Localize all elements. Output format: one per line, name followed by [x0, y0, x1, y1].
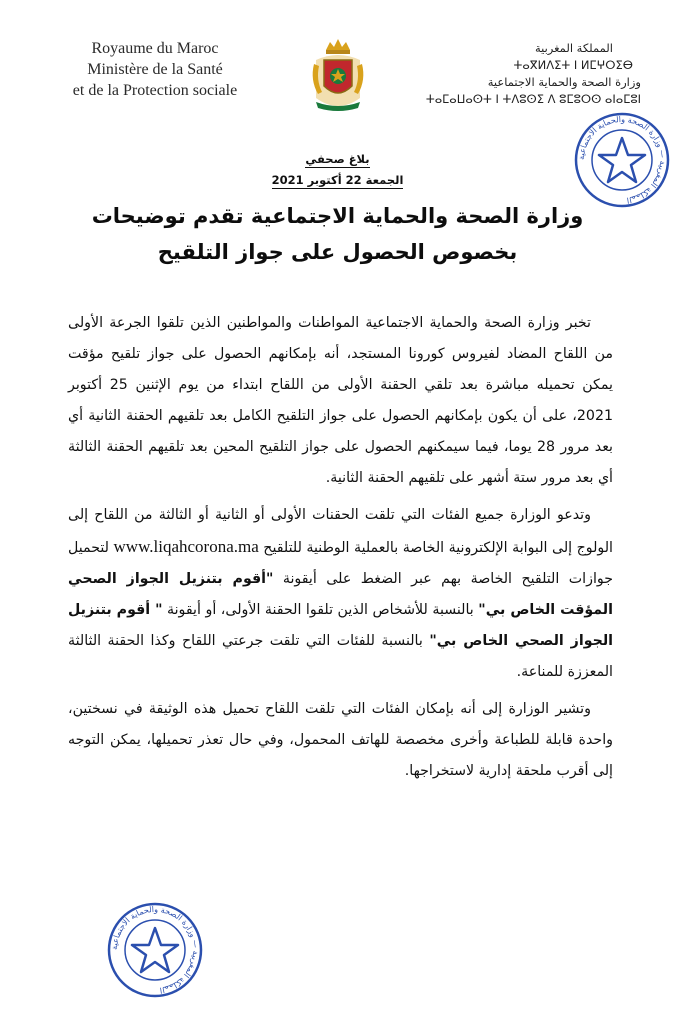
paragraph-2-download: لتحميل جوازات التلقيح الخاصة بهم عبر الضغط على أيقونة: [68, 540, 613, 587]
header-french: [20, 38, 290, 101]
press-release-label: بلاغ صحفي: [305, 152, 370, 166]
title-line-1: وزارة الصحة والحماية الاجتماعية تقدم توضيحات: [91, 204, 584, 228]
royal-crest-icon: [306, 36, 370, 116]
press-release-date: الجمعة 22 أكتوبر 2021: [271, 173, 404, 187]
header-fr-kingdom: Royaume du Maroc: [91, 40, 219, 57]
temporary-pass-button-label: "أقوم بتنزيل الجواز الصحي المؤقت الخاص بي": [68, 571, 614, 618]
header-tz-kingdom: ⵜⴰⴳⵍⴷⵉⵜ ⵏ ⵍⵎⵖⵔⵉⴱ: [513, 58, 633, 72]
svg-text:المملكة المغربية — وزارة الصحة: المملكة المغربية — وزارة الصحة والحماية الاجتماعية: [576, 114, 668, 205]
full-pass-button-label: " أقوم بتنزيل الجواز الصحي الخاص بي": [68, 602, 614, 649]
paragraph-2-intro: وتدعو الوزارة جميع الفئات التي تلقت الحقنات الأولى أو الثانية أو الثالثة من اللقاح إلى الولوج إلى البوابة الإلكترونية الخاصة بالعملية الوطنية للتلقيح: [68, 507, 613, 556]
ministry-stamp-bottom-icon: [105, 900, 205, 1000]
header-arabic: [381, 40, 641, 108]
paragraph-2: [68, 500, 613, 688]
document-body: [68, 308, 613, 787]
document-title: [40, 198, 635, 270]
liqahcorona-link[interactable]: www.liqahcorona.ma: [113, 537, 259, 556]
header-ar-ministry: وزارة الصحة والحماية الاجتماعية: [487, 75, 641, 89]
title-line-2: بخصوص الحصول على جواز التلقيح: [157, 240, 518, 264]
header-tz-ministry: ⵜⴰⵎⴰⵡⴰⵙⵜ ⵏ ⵜⴷⵓⵙⵉ ⴷ ⵓⵎⵓⵔⵙ ⴰⵏⴰⵎⵓⵏ: [425, 92, 641, 106]
svg-text:المملكة المغربية — وزارة الصحة: المملكة المغربية — وزارة الصحة والحماية الاجتماعية: [109, 904, 201, 995]
paragraph-2-booster: بالنسبة للفئات التي تلقت جرعتي اللقاح وكذا الحقنة الثالثة المعززة للمناعة.: [68, 633, 613, 680]
paragraph-3: وتشير الوزارة إلى أنه بإمكان الفئات التي تلقت اللقاح تحميل هذه الوثيقة في نسختين، واحدة قابلة للطباعة وأخرى مخصصة للهاتف المحمول، وفي حال تعذر تحميلها، يمكن التوجه إلى أقرب ملحقة إدارية لاستخراجها.: [68, 701, 613, 779]
header-ar-kingdom: المملكة المغربية: [534, 41, 613, 55]
paragraph-2-first-dose: بالنسبة للأشخاص الذين تلقوا الحقنة الأولى، أو أيقونة: [167, 602, 474, 618]
header-fr-protection: et de la Protection sociale: [72, 82, 238, 99]
header-fr-ministry: Ministère de la Santé: [87, 61, 223, 78]
press-release-header: [0, 152, 675, 188]
paragraph-1: تخبر وزارة الصحة والحماية الاجتماعية المواطنات والمواطنين الذين تلقوا الجرعة الأولى من اللقاح المضاد لفيروس كورونا المستجد، أنه بإمكانهم الحصول على جواز تلقيح مؤقت يمكن تحميله مباشرة بعد تلقي الحقنة الأولى من اللقاح ابتداء من يوم الإثنين 25 أكتوبر 2021، على أن يكون بإمكانهم الحصول على جواز التلقيح الكامل بعد تلقيهم الحقنة الثانية أي بعد مرور 28 يوما، فيما سيمكنهم الحصول على جواز التلقيح المحين بعد تلقيهم الحقنة الثالثة أي بعد مرور ستة أشهر على تلقيهم الحقنة الثانية.: [68, 315, 614, 486]
